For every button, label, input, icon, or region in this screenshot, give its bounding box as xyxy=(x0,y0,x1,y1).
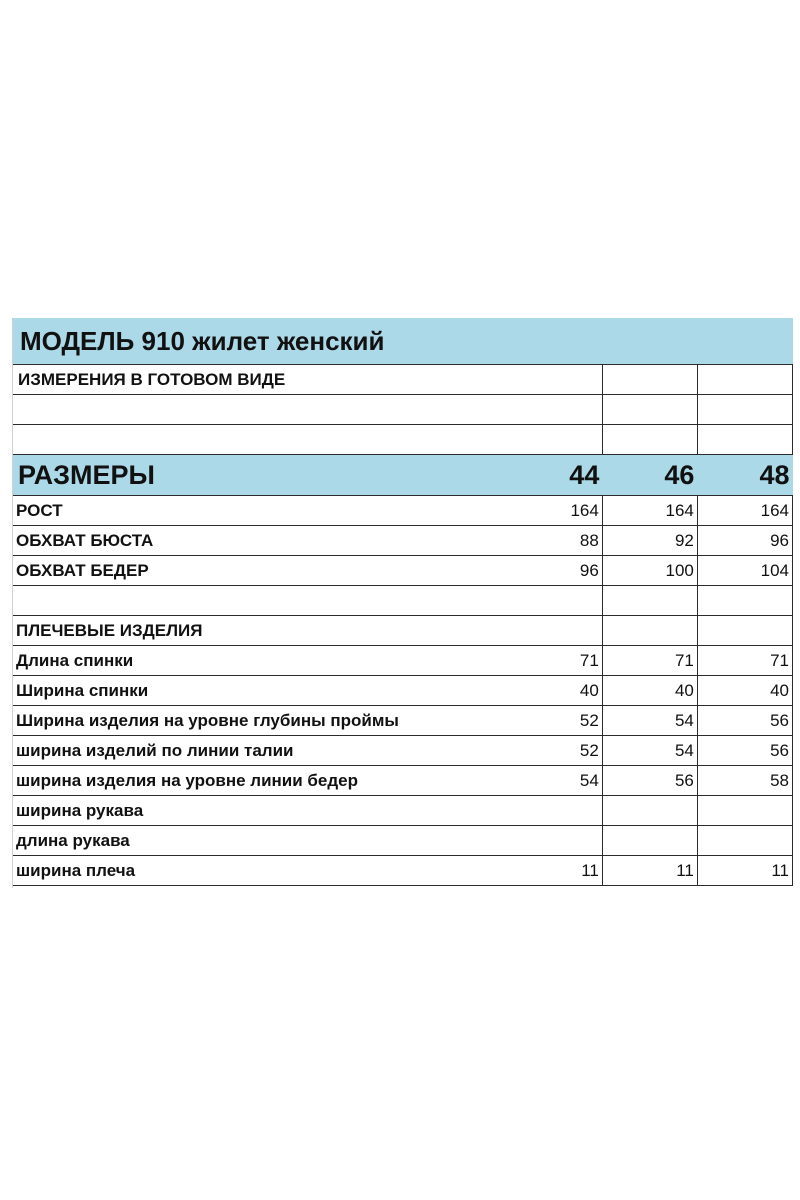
table-row xyxy=(12,796,793,826)
row-value: 52 xyxy=(507,706,602,736)
row-value xyxy=(507,796,602,826)
row-label: ОБХВАТ БЮСТА xyxy=(12,526,507,556)
row-label: Ширина изделия на уровне глубины проймы xyxy=(12,706,507,736)
row-value xyxy=(697,796,792,826)
row-value: 54 xyxy=(602,736,697,766)
row-value: 100 xyxy=(602,556,697,586)
blank-row xyxy=(12,586,793,616)
empty-cell xyxy=(602,425,697,455)
row-label: Длина спинки xyxy=(12,646,507,676)
empty-cell xyxy=(507,365,602,395)
empty-cell xyxy=(697,395,792,425)
empty-cell xyxy=(602,586,697,616)
empty-cell xyxy=(507,586,602,616)
row-value xyxy=(602,796,697,826)
row-label: ширина рукава xyxy=(12,796,507,826)
size-chart-table xyxy=(12,318,793,886)
row-value: 96 xyxy=(507,556,602,586)
size-46: 46 xyxy=(602,455,697,496)
empty-cell xyxy=(697,365,792,395)
row-value: 54 xyxy=(602,706,697,736)
row-value: 56 xyxy=(697,706,792,736)
row-value: 71 xyxy=(507,646,602,676)
title-row xyxy=(12,318,793,365)
row-value: 164 xyxy=(697,496,792,526)
row-value xyxy=(602,826,697,856)
row-value: 54 xyxy=(507,766,602,796)
size-44: 44 xyxy=(507,455,602,496)
empty-cell xyxy=(507,395,602,425)
row-label: ОБХВАТ БЕДЕР xyxy=(12,556,507,586)
row-value: 52 xyxy=(507,736,602,766)
row-label: ширина изделий по линии талии xyxy=(12,736,507,766)
empty-cell xyxy=(602,616,697,646)
row-value: 71 xyxy=(697,646,792,676)
section-row xyxy=(12,616,793,646)
subtitle-row xyxy=(12,365,793,395)
measurements-heading: ИЗМЕРЕНИЯ В ГОТОВОМ ВИДЕ xyxy=(12,365,507,395)
row-value: 164 xyxy=(602,496,697,526)
row-value: 88 xyxy=(507,526,602,556)
row-value xyxy=(697,826,792,856)
empty-cell xyxy=(507,616,602,646)
row-value: 56 xyxy=(697,736,792,766)
row-value: 40 xyxy=(602,676,697,706)
table-row xyxy=(12,526,793,556)
table-row xyxy=(12,826,793,856)
row-value: 164 xyxy=(507,496,602,526)
table-row xyxy=(12,556,793,586)
empty-cell xyxy=(12,586,507,616)
table-row xyxy=(12,766,793,796)
row-value: 58 xyxy=(697,766,792,796)
sheet-left-edge xyxy=(12,318,13,888)
empty-cell xyxy=(697,616,792,646)
row-value: 71 xyxy=(602,646,697,676)
row-value xyxy=(507,826,602,856)
row-label: ширина изделия на уровне линии бедер xyxy=(12,766,507,796)
table-row xyxy=(12,496,793,526)
row-value: 11 xyxy=(697,856,792,886)
row-value: 11 xyxy=(507,856,602,886)
table-row xyxy=(12,736,793,766)
table-row xyxy=(12,676,793,706)
empty-cell xyxy=(507,425,602,455)
size-48: 48 xyxy=(697,455,792,496)
empty-cell xyxy=(697,425,792,455)
empty-cell xyxy=(12,425,507,455)
row-value: 40 xyxy=(697,676,792,706)
section-label: ПЛЕЧЕВЫЕ ИЗДЕЛИЯ xyxy=(12,616,507,646)
sizes-label: РАЗМЕРЫ xyxy=(12,455,507,496)
table-row xyxy=(12,856,793,886)
empty-cell xyxy=(602,365,697,395)
blank-row xyxy=(12,395,793,425)
table-row xyxy=(12,706,793,736)
size-chart-sheet xyxy=(12,318,800,888)
row-label: ширина плеча xyxy=(12,856,507,886)
row-label: Ширина спинки xyxy=(12,676,507,706)
blank-row xyxy=(12,425,793,455)
empty-cell xyxy=(602,395,697,425)
row-label: РОСТ xyxy=(12,496,507,526)
model-title: МОДЕЛЬ 910 жилет женский xyxy=(12,318,793,365)
row-value: 104 xyxy=(697,556,792,586)
row-value: 11 xyxy=(602,856,697,886)
empty-cell xyxy=(12,395,507,425)
row-value: 40 xyxy=(507,676,602,706)
table-row xyxy=(12,646,793,676)
empty-cell xyxy=(697,586,792,616)
row-value: 56 xyxy=(602,766,697,796)
row-label: длина рукава xyxy=(12,826,507,856)
row-value: 96 xyxy=(697,526,792,556)
row-value: 92 xyxy=(602,526,697,556)
sizes-header-row xyxy=(12,455,793,496)
